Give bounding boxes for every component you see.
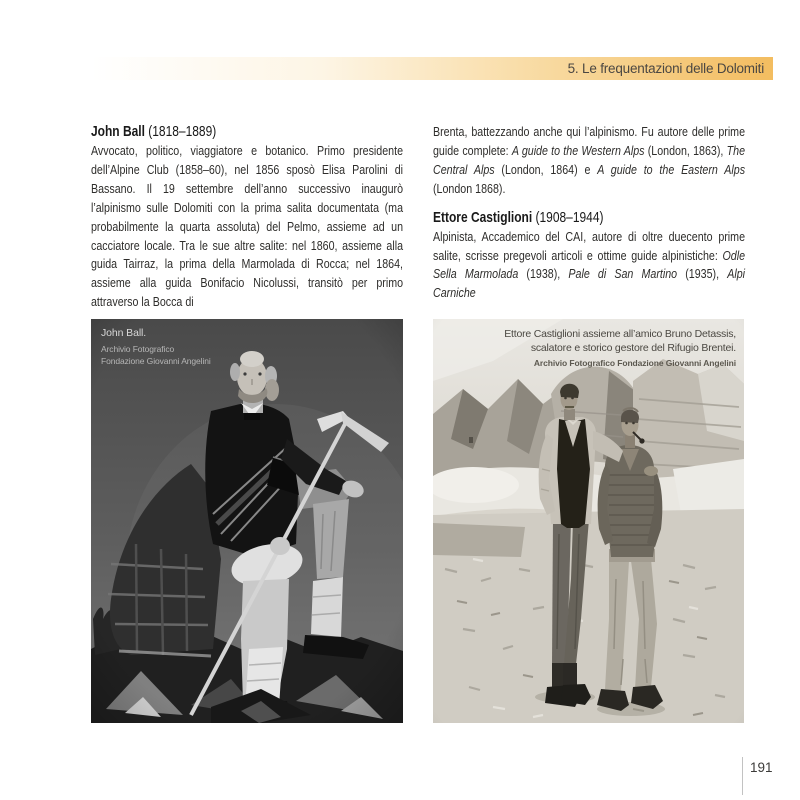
john-ball-portrait-illustration bbox=[91, 319, 403, 723]
photo-caption-line: Ettore Castiglioni assieme all’amico Bruno Detassis, bbox=[504, 328, 736, 340]
castiglioni-photo-caption bbox=[504, 327, 736, 368]
john-ball-photo-caption bbox=[101, 327, 211, 367]
credit-line: Fondazione Giovanni Angelini bbox=[101, 355, 211, 366]
photo-caption-credit: Archivio Fotografico Fondazione Giovanni Angelini bbox=[533, 358, 736, 368]
page-number: 191 bbox=[750, 760, 773, 775]
right-text-column bbox=[433, 123, 800, 303]
chapter-header-bar bbox=[91, 57, 773, 80]
left-text-column bbox=[91, 123, 471, 312]
john-ball-biography-continued: Brenta, battezzando anche qui l’alpinismo. Fu autore delle prime guide complete: A guide to the Western Alps (London, 1863), The Central Alps (London, 1864) e A guide to the Eastern Alps (London 1868). bbox=[433, 124, 746, 196]
castiglioni-detassis-illustration bbox=[433, 319, 744, 723]
chapter-title: 5. Le frequentazioni delle Dolomiti bbox=[567, 61, 764, 76]
castiglioni-detassis-photograph bbox=[433, 319, 744, 723]
photo-caption-credit bbox=[101, 344, 211, 367]
right-column-text bbox=[433, 123, 745, 303]
john-ball-photograph bbox=[91, 319, 403, 723]
photo-caption-title: John Ball. bbox=[101, 327, 147, 339]
heading-ettore-castiglioni: Ettore Castiglioni (1908–1944) bbox=[433, 209, 604, 226]
john-ball-biography: Avvocato, politico, viaggiatore e botanico. Primo presidente dell’Alpine Club (1858–60), nel 1856 sposò Elisa Parolini di Bassano. Il 19 settembre dell’anno successivo inaugurò l’alpinismo sulle Dolomiti con la prima salita documentata (ma probabilmente la quarta assoluta) del Pelmo, assieme ad un cacciatore locale. Tra le sue altre salite: nel 1860, assieme alla guida Tairraz, la prima della Marmolada di Rocca; nel 1864, assieme alla guida Bonifacio Nicolussi, transitò per primo attraverso la Bocca di bbox=[91, 143, 404, 310]
credit-line: Archivio Fotografico bbox=[101, 344, 175, 354]
photo-caption-line: scalatore e storico gestore del Rifugio Brentei. bbox=[530, 342, 736, 354]
heading-john-ball: John Ball (1818–1889) bbox=[91, 124, 217, 140]
left-column-text bbox=[91, 123, 403, 312]
page-number-rule bbox=[742, 757, 743, 795]
castiglioni-biography: Alpinista, Accademico del CAI, autore di oltre duecento prime salite, scrisse pregevoli articoli e ottime guide alpinistiche: Odle Sella Marmolada (1938), Pale di San Martino (1935), Alpi Carniche bbox=[433, 228, 746, 301]
